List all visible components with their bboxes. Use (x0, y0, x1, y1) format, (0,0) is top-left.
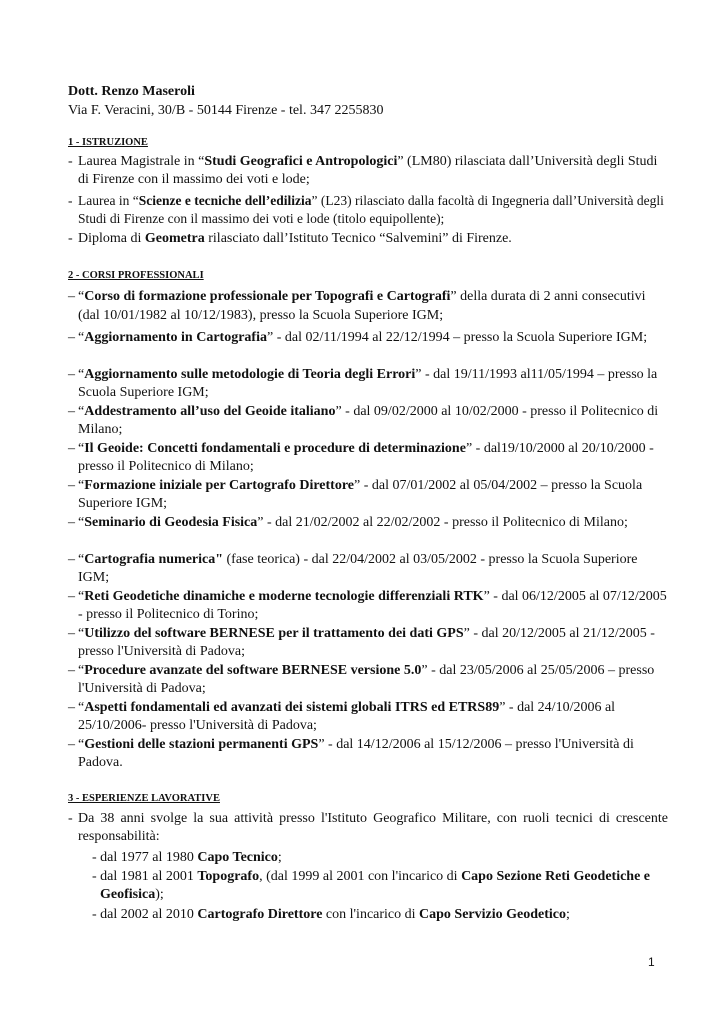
corso-item-text: “Utilizzo del software BERNESE per il trattamento dei dati GPS” - dal 20/12/2005 al 21/12/2005 - presso l'Università di Padova; (78, 626, 655, 659)
role-item: - dal 2002 al 2010 Cartografo Direttore con l'incarico di Capo Servizio Geodetico; (92, 907, 570, 922)
corso-item-text: “Cartografia numerica" (fase teorica) - dal 22/04/2002 al 03/05/2002 - presso la Scuola Superiore IGM; (78, 552, 638, 585)
corso-item-text: “Aggiornamento sulle metodologie di Teoria degli Errori” - dal 19/11/1993 al11/05/1994 – presso la Scuola Superiore IGM; (78, 367, 658, 400)
corso-item-text: “Reti Geodetiche dinamiche e moderne tecnologie differenziali RTK” - dal 06/12/2005 al 07/12/2005 - presso il Politecnico di Torino; (78, 589, 667, 622)
bullet-dash: – (68, 589, 75, 604)
corso-item-text: “Seminario di Geodesia Fisica” - dal 21/02/2002 al 22/02/2002 - presso il Politecnico di Milano; (78, 515, 628, 530)
corso-item-text: “Aggiornamento in Cartografia” - dal 02/11/1994 al 22/12/1994 – presso la Scuola Superiore IGM; (78, 330, 648, 345)
corso-item (68, 736, 668, 772)
section-title-istruzione: 1 - ISTRUZIONE (68, 137, 148, 148)
corso-item (68, 662, 668, 698)
bullet-dash: – (68, 289, 75, 304)
role-item: - dal 1977 al 1980 Capo Tecnico; (92, 850, 282, 865)
bullet-dash: - (68, 231, 73, 246)
bullet-dash: - (68, 811, 73, 826)
corso-item (68, 625, 668, 661)
corso-item-text: “Gestioni delle stazioni permanenti GPS” - dal 14/12/2006 al 15/12/2006 – presso l'Università di Padova. (78, 737, 634, 770)
corso-item (68, 440, 668, 476)
corso-item-text: “Corso di formazione professionale per Topografi e Cartografi” della durata di 2 anni consecutivi (dal 10/01/1982 al 10/12/1983), presso la Scuola Superiore IGM; (78, 289, 646, 323)
corso-item-text: “Formazione iniziale per Cartografo Direttore” - dal 07/01/2002 al 05/04/2002 – presso la Scuola Superiore IGM; (78, 478, 643, 511)
page-number: 1 (648, 955, 655, 969)
bullet-dash: – (68, 515, 75, 530)
corso-item (68, 477, 668, 513)
bullet-dash: – (68, 404, 75, 419)
bullet-dash: - (68, 193, 73, 208)
corso-item (68, 287, 668, 325)
esperienze-intro (68, 810, 668, 846)
corso-item-text: “Addestramento all’uso del Geoide italiano” - dal 09/02/2000 al 10/02/2000 - presso il Politecnico di Milano; (78, 404, 659, 437)
bullet-dash: – (68, 700, 75, 715)
corso-item (68, 699, 668, 735)
corso-item (68, 366, 668, 402)
corso-item (68, 514, 668, 532)
istruzione-item (68, 230, 668, 248)
corso-item-text: “Il Geoide: Concetti fondamentali e procedure di determinazione” - dal19/10/2000 al 20/10/2000 - presso il Politecnico di Milano; (78, 441, 654, 474)
istruzione-item-text: Laurea in “Scienze e tecniche dell’edilizia” (L23) rilasciato dalla facoltà di Ingegneria dall’Università degli Studi di Firenze con il massimo dei voti e lode (titolo equipollente); (78, 193, 664, 226)
corso-item (68, 329, 668, 347)
bullet-dash: – (68, 626, 75, 641)
author-address: Via F. Veracini, 30/B - 50144 Firenze - tel. 347 2255830 (68, 103, 384, 118)
esperienze-intro-text: Da 38 anni svolge la sua attività presso l'Istituto Geografico Militare, con ruoli tecnici di crescente responsabilità: (78, 811, 668, 844)
bullet-dash: – (68, 737, 75, 752)
istruzione-item-text: Diploma di Geometra rilasciato dall’Istituto Tecnico “Salvemini” di Firenze. (78, 231, 512, 246)
bullet-dash: – (68, 478, 75, 493)
bullet-dash: - (68, 154, 73, 169)
corso-item-text: “Aspetti fondamentali ed avanzati dei sistemi globali ITRS ed ETRS89” - dal 24/10/2006 al 25/10/2006- presso l'Università di Padova; (78, 700, 616, 733)
bullet-dash: – (68, 330, 75, 345)
bullet-dash: – (68, 367, 75, 382)
istruzione-item-text: Laurea Magistrale in “Studi Geografici e Antropologici” (LM80) rilasciata dall’Università degli Studi di Firenze con il massimo dei voti e lode; (78, 154, 658, 187)
corso-item (68, 403, 668, 439)
author-name: Dott. Renzo Maseroli (68, 84, 195, 99)
section-title-corsi: 2 - CORSI PROFESSIONALI (68, 270, 204, 281)
corso-item-text: “Procedure avanzate del software BERNESE versione 5.0” - dal 23/05/2006 al 25/05/2006 – presso l'Università di Padova; (78, 663, 655, 696)
role-item: - dal 1981 al 2001 Topografo, (dal 1999 al 2001 con l'incarico di Capo Sezione Reti Geodetiche e Geofisica); (92, 869, 651, 902)
corso-item (68, 588, 668, 624)
bullet-dash: – (68, 441, 75, 456)
corso-item (68, 551, 668, 587)
istruzione-item (68, 153, 668, 189)
bullet-dash: – (68, 663, 75, 678)
bullet-dash: – (68, 552, 75, 567)
section-title-esperienze: 3 - ESPERIENZE LAVORATIVE (68, 793, 220, 804)
istruzione-item (68, 192, 668, 228)
